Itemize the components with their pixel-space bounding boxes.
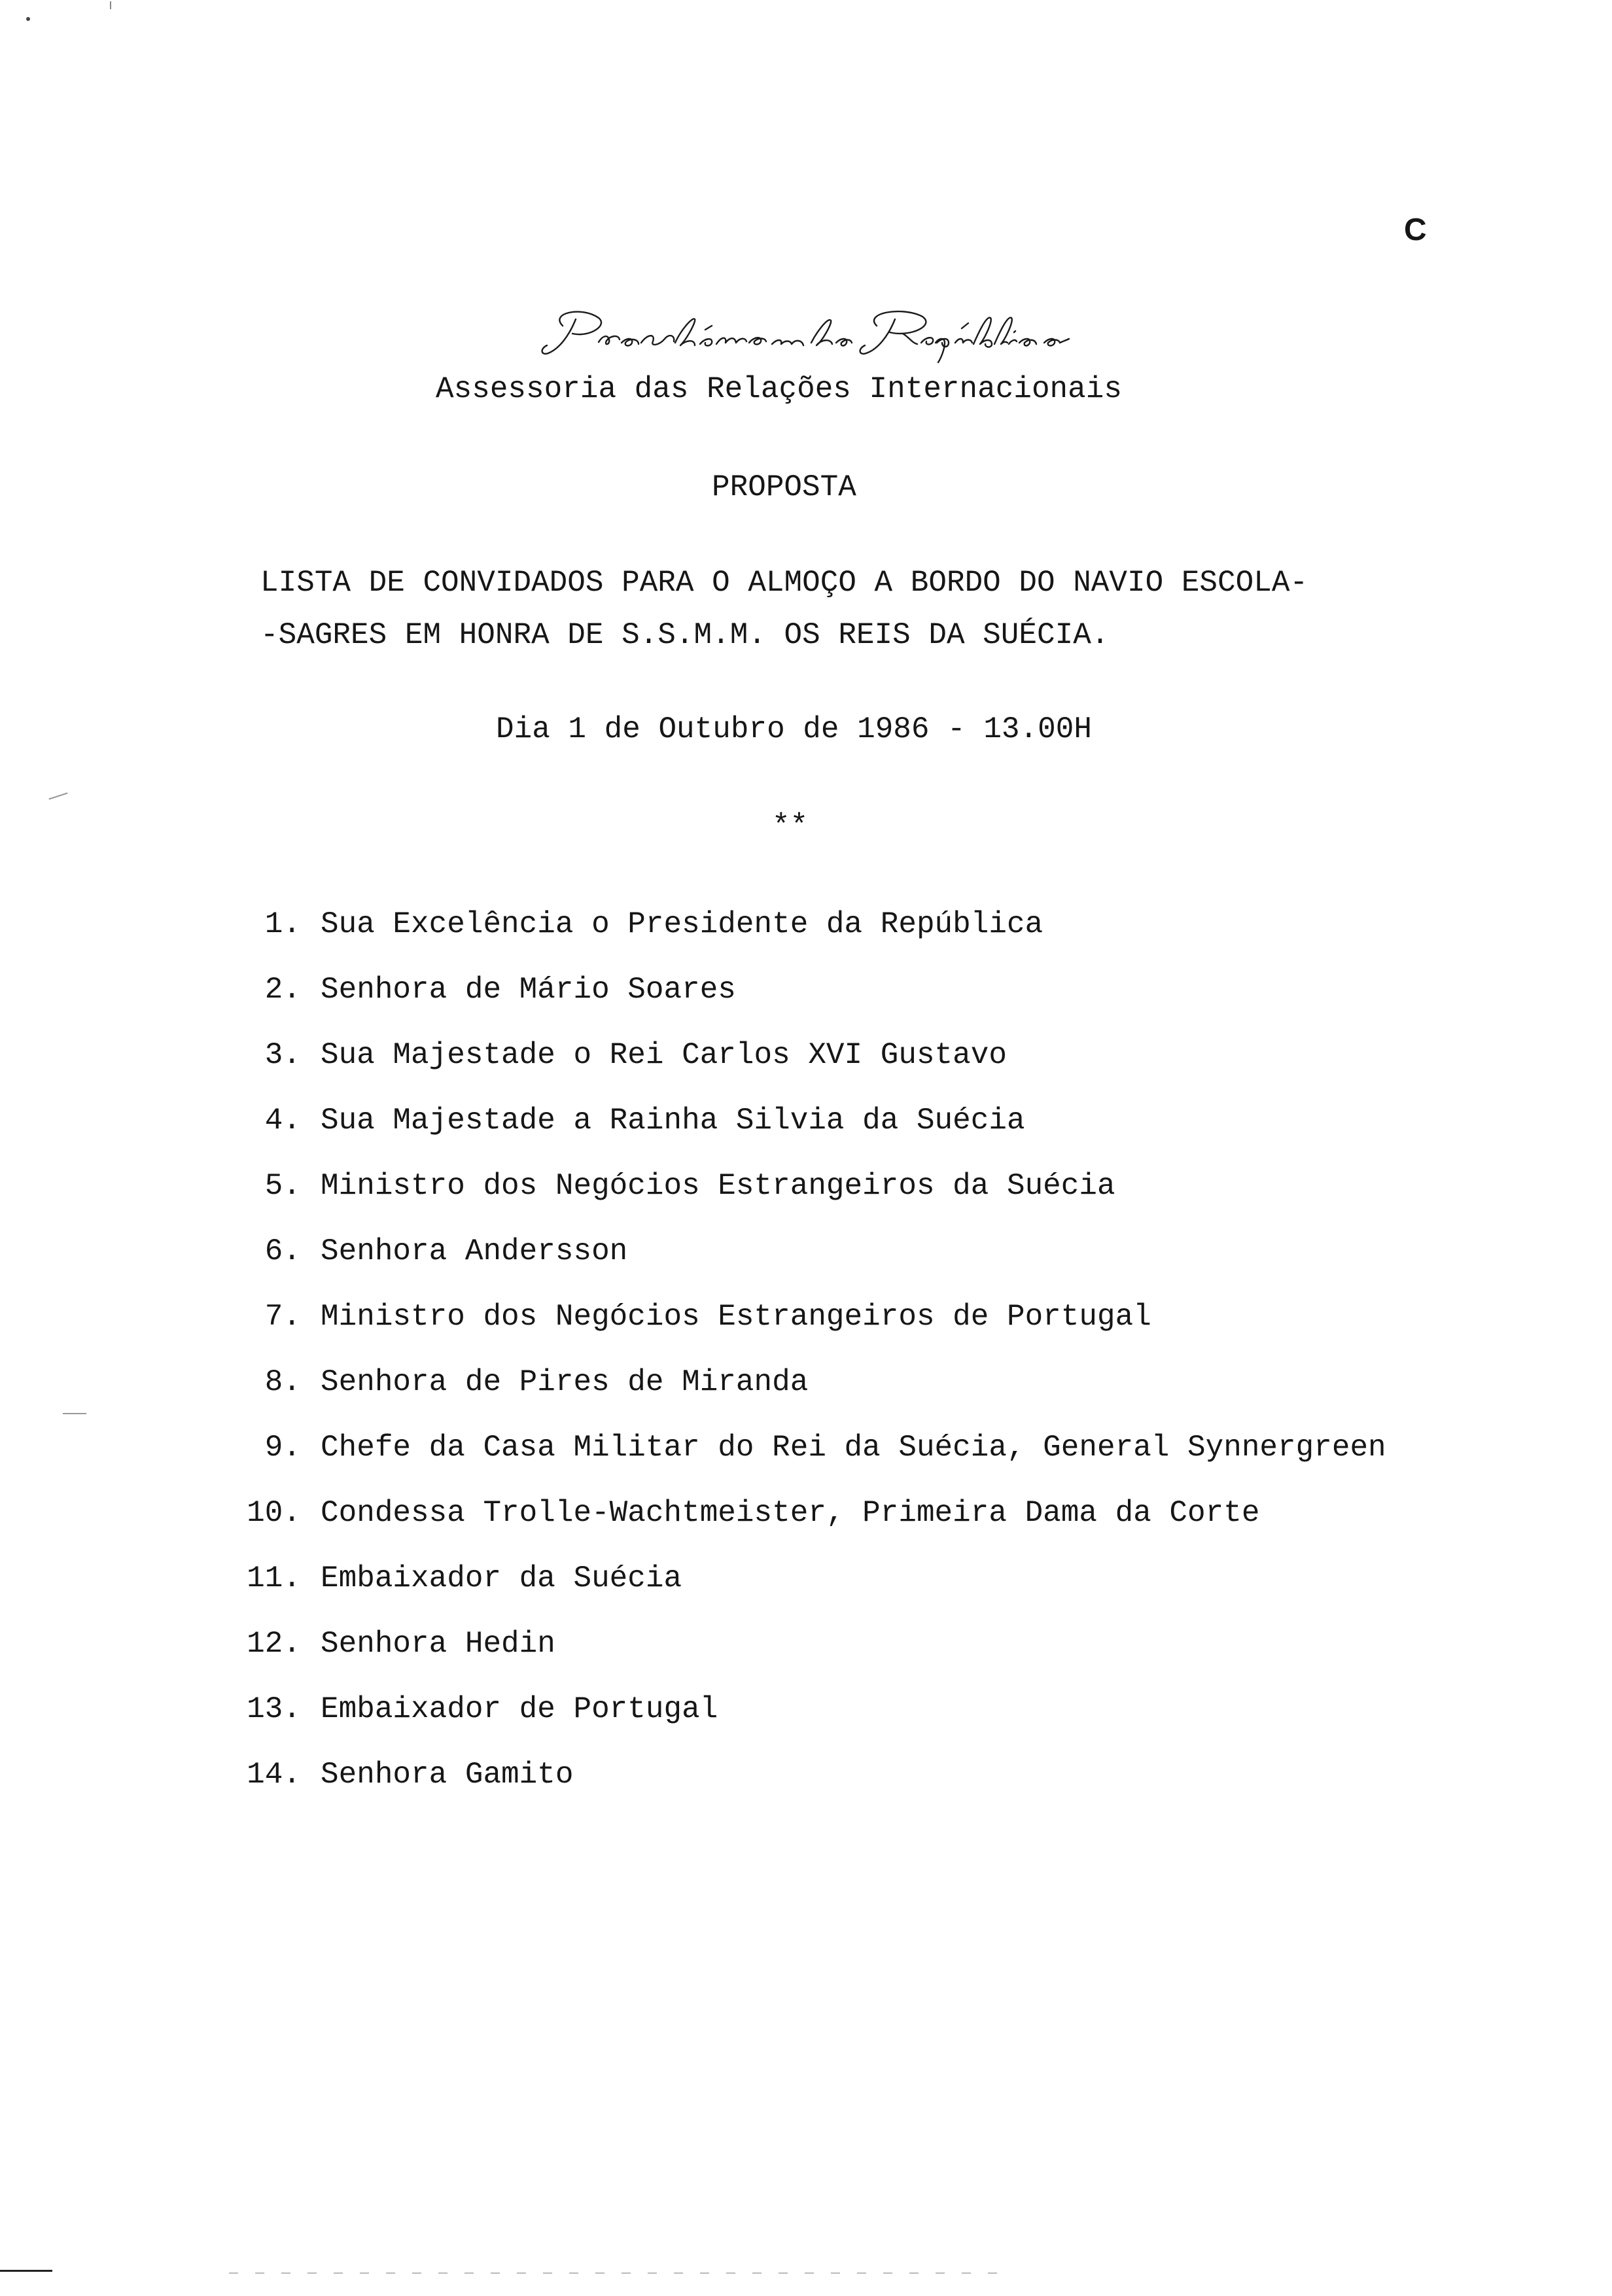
scan-speck [110,1,111,9]
list-item-number: 5. [264,1169,301,1203]
scan-speck [26,17,30,21]
list-item-name: Sua Majestade a Rainha Silvia da Suécia [321,1104,1025,1138]
list-item [0,1302,1612,1341]
corner-mark: C [1404,213,1427,247]
list-item [0,1760,1612,1799]
list-item [0,1367,1612,1406]
letterhead-logo [536,306,1079,365]
list-item-name: Senhora Gamito [321,1758,574,1792]
list-item [0,1629,1612,1668]
list-item [0,1040,1612,1079]
list-item [0,1433,1612,1472]
list-item-name: Sua Excelência o Presidente da República [321,907,1043,941]
list-item-name: Ministro dos Negócios Estrangeiros de Portugal [321,1300,1151,1334]
proposal-label: PROPOSTA [712,470,856,504]
document-title-line-2: -SAGRES EM HONRA DE S.S.M.M. OS REIS DA SUÉCIA. [260,618,1110,652]
list-item-number: 14. [247,1758,301,1792]
list-item [0,1236,1612,1276]
faint-scan-rule [229,2272,1014,2274]
list-item-name: Condessa Trolle-Wachtmeister, Primeira Dama da Corte [321,1496,1260,1530]
separator-asterisks: ** [772,809,809,843]
list-item-name: Senhora Hedin [321,1627,555,1661]
list-item-name: Chefe da Casa Militar do Rei da Suécia, General Synnergreen [321,1431,1386,1465]
list-item-number: 4. [264,1104,301,1138]
list-item [0,1171,1612,1210]
scan-speck [48,792,67,799]
scan-speck [63,1413,86,1414]
list-item-number: 1. [264,907,301,941]
list-item [0,909,1612,948]
list-item-name: Embaixador de Portugal [321,1692,718,1726]
list-item-number: 3. [264,1038,301,1072]
list-item-number: 7. [264,1300,301,1334]
list-item [0,975,1612,1014]
list-item-number: 12. [247,1627,301,1661]
list-item-number: 11. [247,1561,301,1595]
list-item-number: 13. [247,1692,301,1726]
list-item-name: Sua Majestade o Rei Carlos XVI Gustavo [321,1038,1007,1072]
list-item-number: 10. [247,1496,301,1530]
list-item-number: 2. [264,973,301,1007]
list-item [0,1563,1612,1603]
list-item [0,1694,1612,1733]
list-item-number: 6. [264,1234,301,1268]
list-item-number: 8. [264,1365,301,1399]
list-item-name: Embaixador da Suécia [321,1561,682,1595]
event-date: Dia 1 de Outubro de 1986 - 13.00H [496,712,1092,746]
list-item [0,1498,1612,1537]
document-title-line-1: LISTA DE CONVIDADOS PARA O ALMOÇO A BORDO DO NAVIO ESCOLA- [260,566,1308,600]
list-item-name: Senhora Andersson [321,1234,628,1268]
list-item-number: 9. [264,1431,301,1465]
bottom-edge-rule [0,2270,52,2272]
list-item [0,1105,1612,1145]
list-item-name: Senhora de Mário Soares [321,973,736,1007]
list-item-name: Ministro dos Negócios Estrangeiros da Suécia [321,1169,1115,1203]
list-item-name: Senhora de Pires de Miranda [321,1365,809,1399]
office-subheading: Assessoria das Relações Internacionais [436,372,1122,406]
